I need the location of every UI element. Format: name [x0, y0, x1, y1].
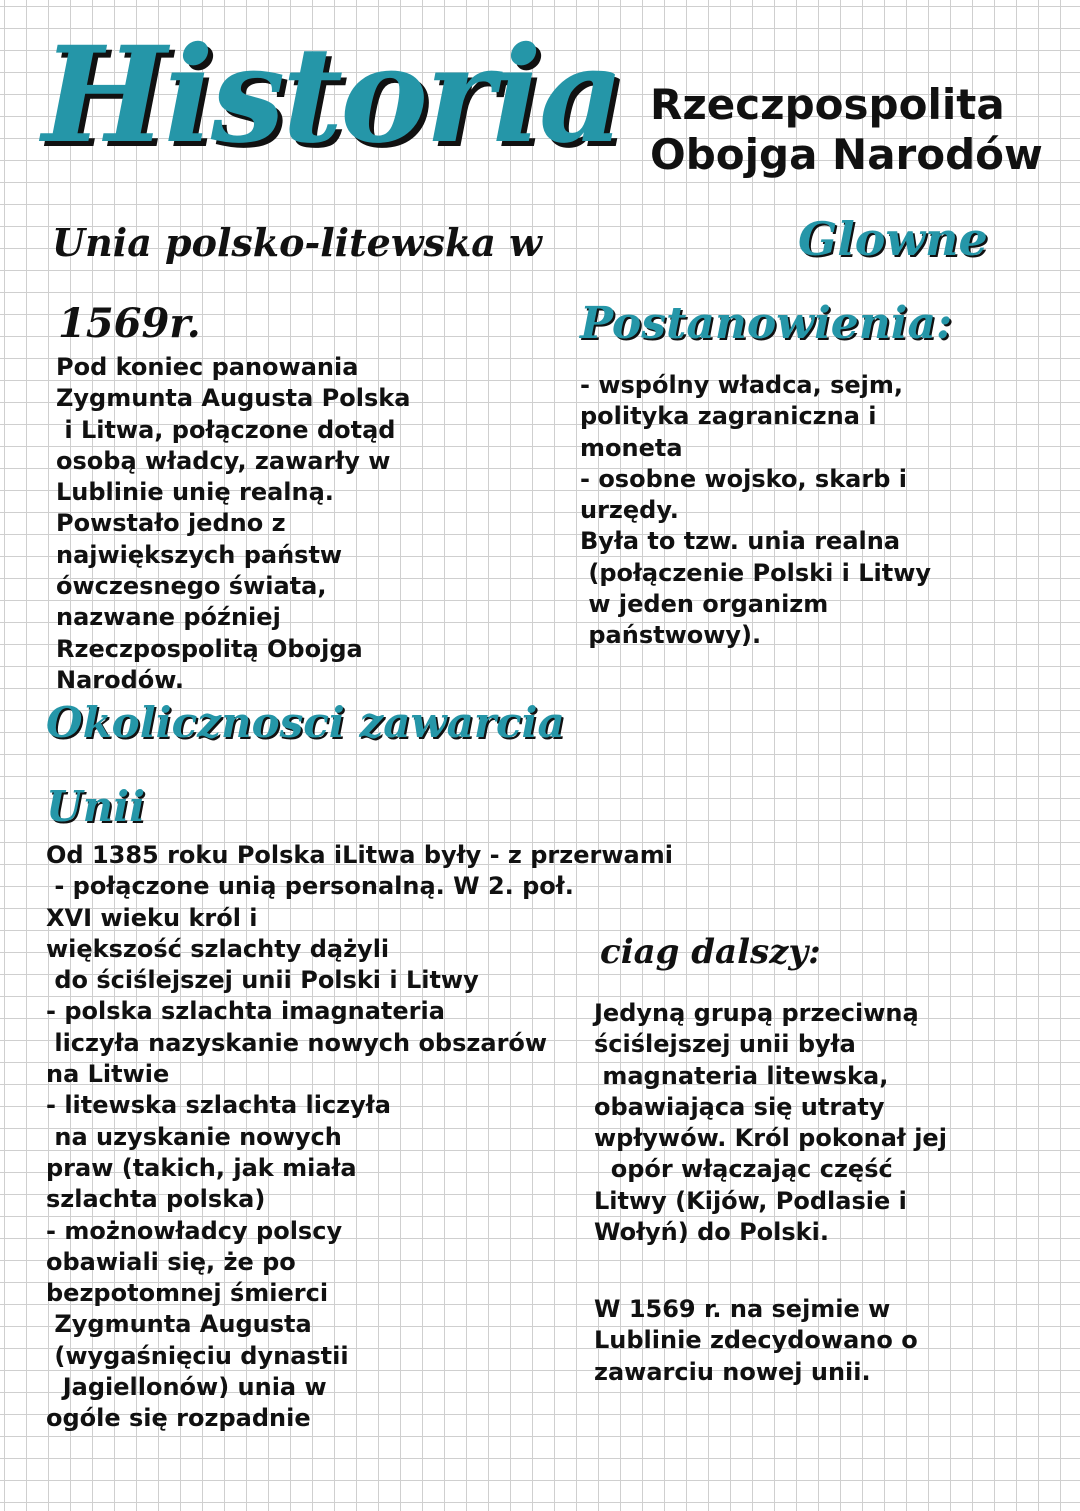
continuation-paragraph	[594, 998, 947, 1248]
text-line: - możnowładcy polscy	[46, 1216, 343, 1245]
subtitle-line: Obojga Narodów	[650, 130, 1043, 179]
text-line: większość szlachty dążyli	[46, 934, 390, 963]
text-line: Powstało jedno z	[56, 509, 286, 538]
text-line: ściślejszej unii była	[594, 1030, 856, 1059]
text-line: liczyła nazyskanie nowych obszarów	[46, 1028, 548, 1057]
text-line: - osobne wojsko, skarb i	[580, 464, 907, 493]
main-provisions-subheading: Postanowienia:	[580, 298, 953, 349]
circumstances-text	[46, 840, 673, 1435]
text-line: bezpotomnej śmierci	[46, 1279, 329, 1308]
text-line: moneta	[580, 433, 683, 462]
text-line: Jagiellonów) unia w	[46, 1373, 327, 1402]
main-provisions-heading: Glowne	[798, 212, 988, 266]
text-line: do ściślejszej unii Polski i Litwy	[46, 966, 479, 995]
text-line: (połączenie Polski i Litwy	[580, 558, 932, 587]
text-line: zawarciu nowej unii.	[594, 1357, 871, 1386]
subtitle	[650, 80, 1043, 180]
text-line: praw (takich, jak miała	[46, 1153, 357, 1182]
text-line: i Litwa, połączone dotąd	[56, 415, 396, 444]
text-line: Narodów.	[56, 665, 185, 694]
text-line: - połączone unią personalną. W 2. poł.	[46, 872, 574, 901]
text-line: państwowy).	[580, 621, 762, 650]
text-line: - polska szlachta imagnateria	[46, 997, 445, 1026]
text-line: Jedyną grupą przeciwną	[594, 999, 919, 1027]
text-line: Wołyń) do Polski.	[594, 1218, 829, 1247]
continuation-paragraph	[594, 1294, 918, 1388]
provisions-list	[580, 370, 931, 652]
text-line: urzędy.	[580, 496, 679, 525]
text-line: nazwane później	[56, 603, 281, 632]
union-heading: Unia polsko-litewska w	[52, 220, 542, 265]
text-line: magnateria litewska,	[594, 1061, 889, 1090]
text-line: ogóle się rozpadnie	[46, 1404, 311, 1433]
text-line: szlachta polska)	[46, 1185, 266, 1214]
text-line: Lublinie unię realną.	[56, 478, 334, 507]
continuation-heading: ciag dalszy:	[600, 932, 821, 972]
text-line: Była to tzw. unia realna	[580, 527, 901, 556]
text-line: W 1569 r. na sejmie w	[594, 1295, 891, 1323]
circumstances-subheading: Unii	[46, 782, 146, 831]
union-summary	[56, 352, 410, 696]
subtitle-line: Rzeczpospolita	[650, 80, 1005, 129]
text-line: - litewska szlachta liczyła	[46, 1091, 391, 1120]
text-line: Zygmunta Augusta	[46, 1310, 312, 1339]
text-line: Pod koniec panowania	[56, 353, 359, 381]
circumstances-heading: Okolicznosci zawarcia	[46, 698, 565, 747]
text-line: na Litwie	[46, 1060, 170, 1089]
text-line: - wspólny władca, sejm,	[580, 371, 904, 399]
text-line: Rzeczpospolitą Obojga	[56, 634, 363, 663]
text-line: polityka zagraniczna i	[580, 402, 877, 431]
text-line: XVI wieku król i	[46, 903, 258, 932]
text-line: Od 1385 roku Polska iLitwa były - z przerwami	[46, 841, 673, 869]
text-line: obawiali się, że po	[46, 1247, 296, 1276]
text-line: na uzyskanie nowych	[46, 1122, 342, 1151]
text-line: Lublinie zdecydowano o	[594, 1326, 918, 1355]
text-line: osobą władcy, zawarły w	[56, 446, 391, 475]
union-year-heading: 1569r.	[58, 300, 201, 347]
page-title: Historia	[42, 18, 622, 173]
text-line: Zygmunta Augusta Polska	[56, 384, 411, 413]
text-line: największych państw	[56, 540, 343, 569]
text-line: w jeden organizm	[580, 590, 829, 619]
text-line: Litwy (Kijów, Podlasie i	[594, 1186, 907, 1215]
text-line: opór włączając część	[594, 1155, 893, 1184]
text-line: ówczesnego świata,	[56, 572, 327, 601]
text-line: wpływów. Król pokonał jej	[594, 1124, 947, 1153]
text-line: (wygaśnięciu dynastii	[46, 1341, 349, 1370]
text-line: obawiająca się utraty	[594, 1092, 885, 1121]
